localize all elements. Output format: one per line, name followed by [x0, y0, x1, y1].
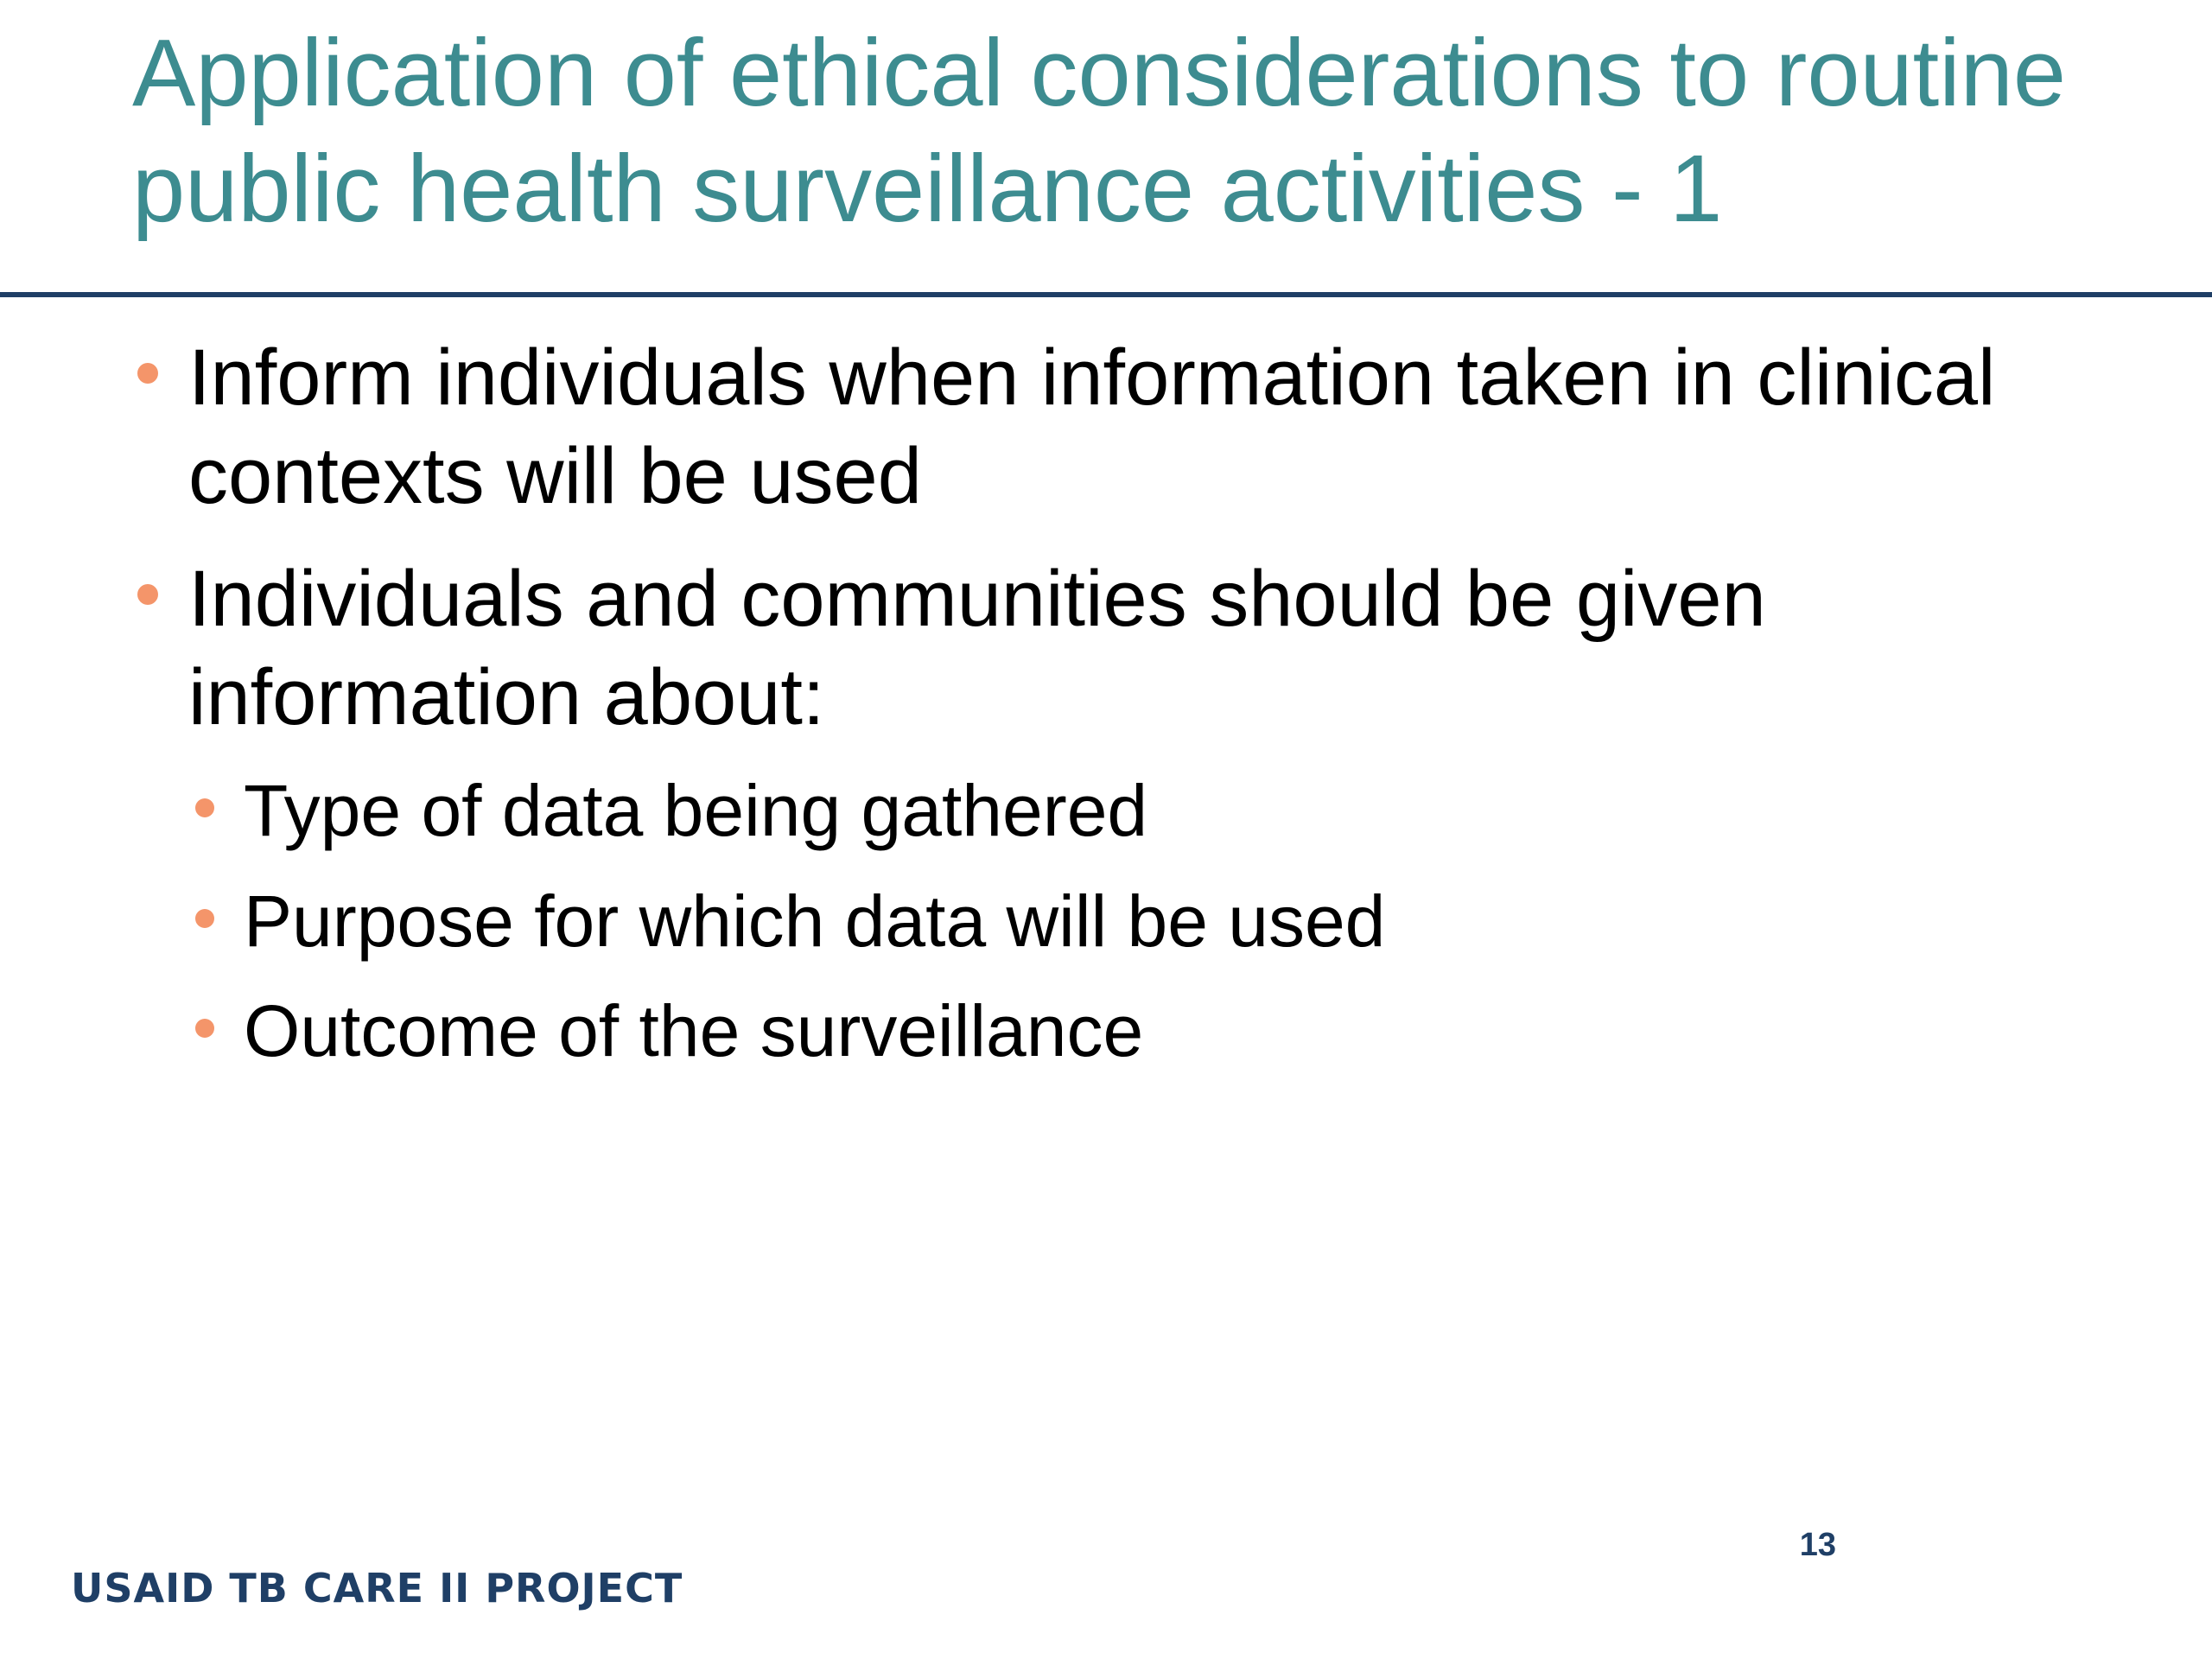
- sub-bullet-text: Type of data being gathered: [244, 770, 1148, 851]
- title-divider: [0, 292, 2212, 297]
- bullet-item: [188, 328, 2133, 525]
- sub-bullet-item: [244, 767, 2127, 854]
- page-number: 13: [1799, 1527, 1836, 1563]
- bullet-item: [188, 550, 2133, 747]
- bullet-dot-icon: [195, 798, 214, 817]
- slide-title: Application of ethical considerations to routine public health surveillance activities - 1: [132, 20, 2067, 242]
- bullet-text: Inform individuals when information taken in clinical contexts will be used: [188, 334, 1996, 520]
- bullet-dot-icon: [195, 1019, 214, 1038]
- bullet-dot-icon: [137, 584, 158, 605]
- sub-bullet-item: [244, 878, 2127, 964]
- bullet-dot-icon: [137, 363, 158, 384]
- sub-bullet-text: Purpose for which data will be used: [244, 880, 1386, 962]
- sub-bullet-text: Outcome of the surveillance: [244, 990, 1144, 1071]
- sub-bullet-item: [244, 988, 2127, 1074]
- bullet-text: Individuals and communities should be given information about:: [188, 555, 1766, 741]
- bullet-dot-icon: [195, 909, 214, 928]
- footer-project-name: USAID TB CARE II PROJECT: [71, 1565, 683, 1611]
